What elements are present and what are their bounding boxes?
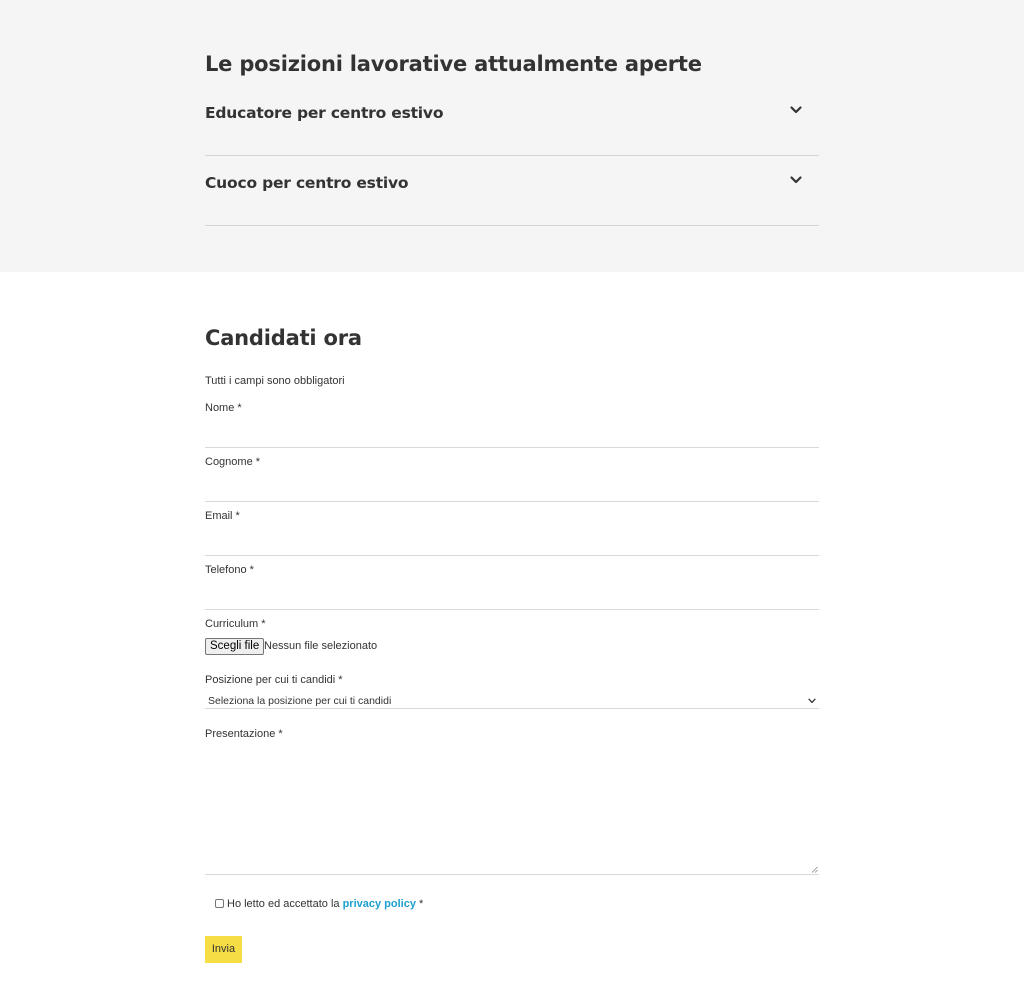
chevron-down-icon (808, 698, 816, 704)
accordion-item-cuoco[interactable] (205, 156, 819, 226)
presentazione-label: Presentazione * (205, 728, 283, 740)
chevron-down-icon[interactable] (789, 103, 803, 117)
cognome-input[interactable] (205, 474, 819, 502)
nome-input[interactable] (205, 420, 819, 448)
accordion-label: Cuoco per centro estivo (205, 174, 409, 192)
email-label: Email * (205, 510, 240, 522)
presentazione-textarea[interactable] (205, 748, 819, 875)
privacy-checkbox[interactable] (215, 899, 224, 908)
telefono-input[interactable] (205, 582, 819, 610)
telefono-label: Telefono * (205, 564, 254, 576)
cognome-label: Cognome * (205, 456, 261, 468)
choose-file-button[interactable]: Scegli file (205, 638, 264, 655)
accordion-label: Educatore per centro estivo (205, 104, 444, 122)
posizione-select[interactable] (205, 693, 819, 709)
required-fields-note: Tutti i campi sono obbligatori (205, 375, 345, 387)
consent-required-mark: * (419, 898, 424, 910)
accordion-item-educatore[interactable] (205, 86, 819, 156)
open-positions-title: Le posizioni lavorative attualmente aperte (205, 52, 702, 76)
curriculum-label: Curriculum * (205, 618, 266, 630)
consent-prefix: Ho letto ed accettato la (227, 898, 340, 910)
nome-label: Nome * (205, 402, 242, 414)
posizione-label: Posizione per cui ti candidi * (205, 674, 343, 686)
privacy-policy-link[interactable]: privacy policy (342, 898, 416, 910)
file-status-text: Nessun file selezionato (264, 640, 378, 652)
apply-form-title: Candidati ora (205, 326, 362, 350)
resize-grip-icon[interactable] (811, 866, 818, 873)
posizione-selected-value: Seleziona la posizione per cui ti candidi (208, 695, 392, 707)
submit-button[interactable]: Invia (205, 936, 242, 963)
chevron-down-icon[interactable] (789, 173, 803, 187)
privacy-consent-text (227, 898, 423, 910)
email-input[interactable] (205, 528, 819, 556)
